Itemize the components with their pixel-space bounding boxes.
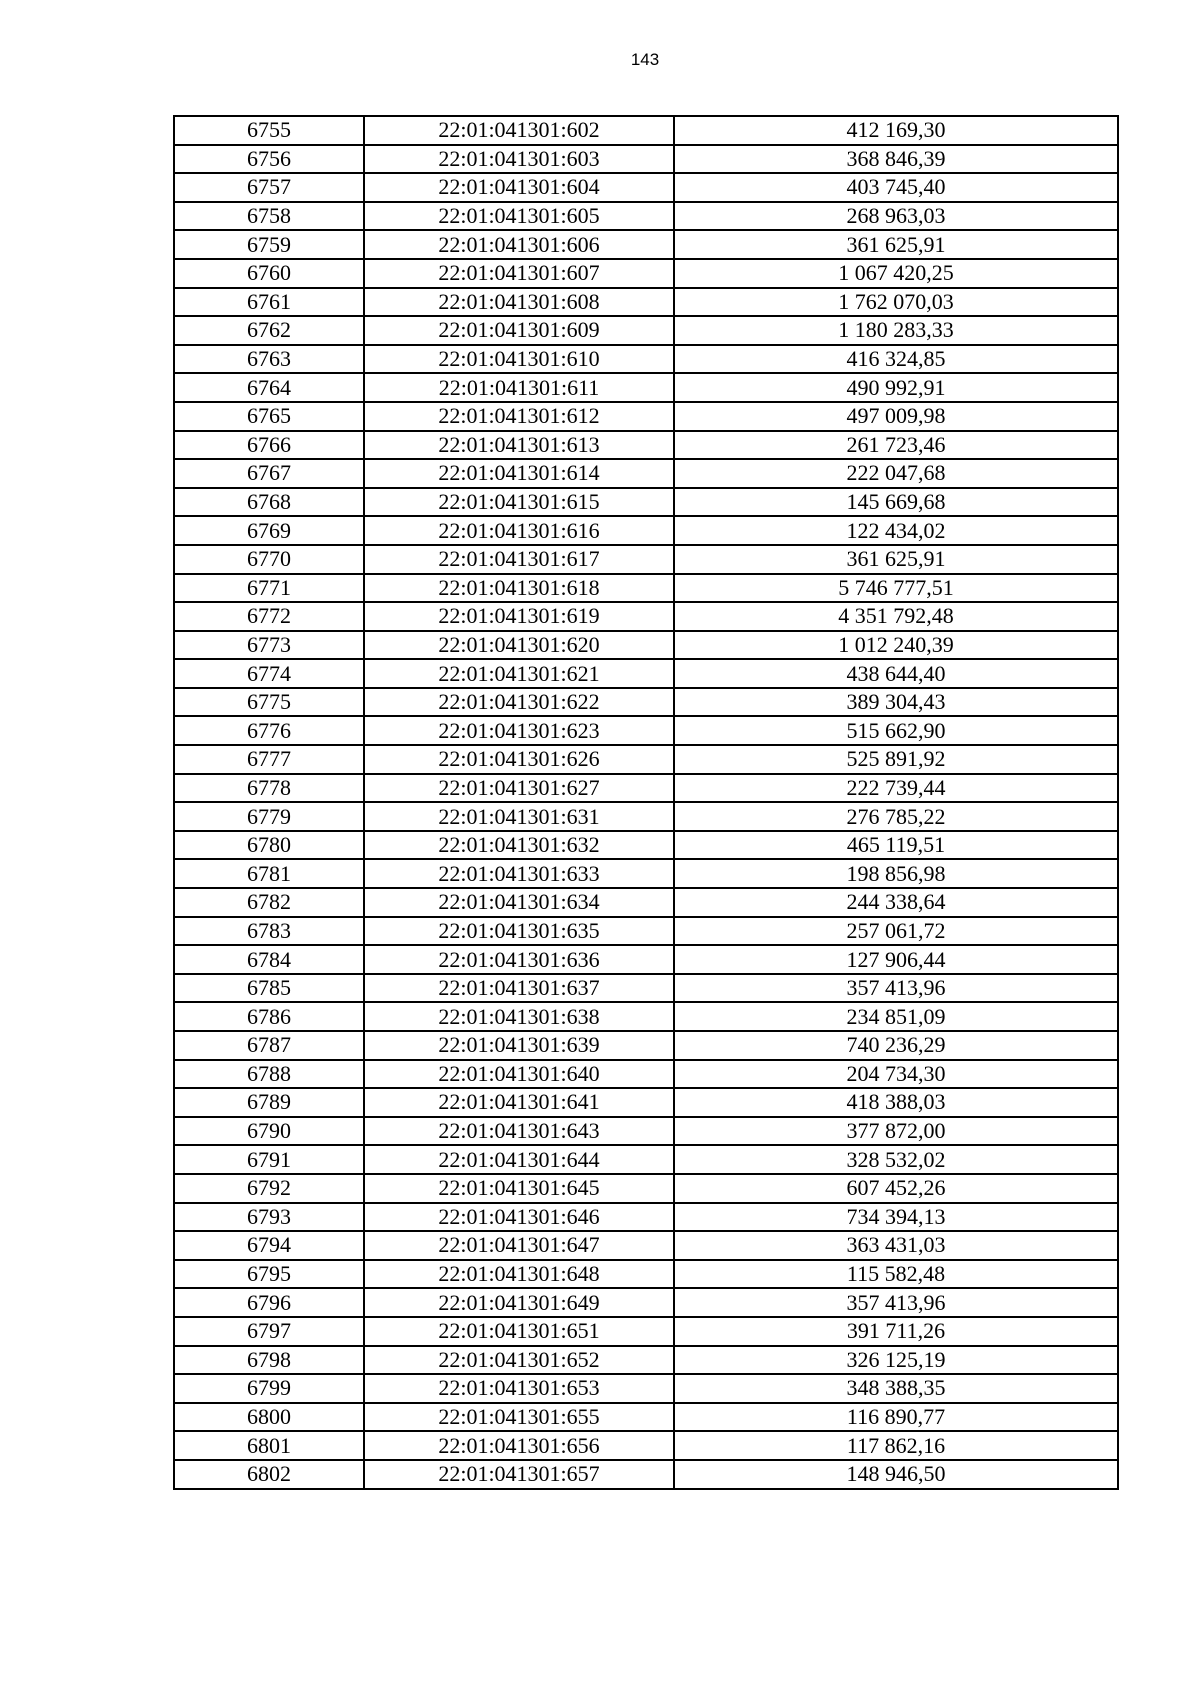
table-row xyxy=(174,116,1118,145)
value-cell: 368 846,39 xyxy=(674,145,1118,174)
cadastral-number-cell: 22:01:041301:616 xyxy=(364,516,674,545)
value-cell: 418 388,03 xyxy=(674,1088,1118,1117)
row-number-cell: 6776 xyxy=(174,716,364,745)
table-row xyxy=(174,631,1118,660)
value-cell: 348 388,35 xyxy=(674,1374,1118,1403)
cadastral-number-cell: 22:01:041301:619 xyxy=(364,602,674,631)
table-row xyxy=(174,888,1118,917)
value-cell: 525 891,92 xyxy=(674,745,1118,774)
value-cell: 276 785,22 xyxy=(674,802,1118,831)
cadastral-number-cell: 22:01:041301:612 xyxy=(364,402,674,431)
row-number-cell: 6788 xyxy=(174,1060,364,1089)
row-number-cell: 6796 xyxy=(174,1288,364,1317)
value-cell: 122 434,02 xyxy=(674,516,1118,545)
cadastral-number-cell: 22:01:041301:605 xyxy=(364,202,674,231)
cadastral-number-cell: 22:01:041301:651 xyxy=(364,1317,674,1346)
cadastral-number-cell: 22:01:041301:603 xyxy=(364,145,674,174)
value-cell: 412 169,30 xyxy=(674,116,1118,145)
value-cell: 740 236,29 xyxy=(674,1031,1118,1060)
cadastral-number-cell: 22:01:041301:645 xyxy=(364,1174,674,1203)
row-number-cell: 6774 xyxy=(174,659,364,688)
value-cell: 222 739,44 xyxy=(674,774,1118,803)
table-body xyxy=(174,116,1118,1489)
row-number-cell: 6777 xyxy=(174,745,364,774)
table-row xyxy=(174,716,1118,745)
value-cell: 117 862,16 xyxy=(674,1431,1118,1460)
cadastral-number-cell: 22:01:041301:610 xyxy=(364,345,674,374)
value-cell: 497 009,98 xyxy=(674,402,1118,431)
table-row xyxy=(174,802,1118,831)
table-row xyxy=(174,1346,1118,1375)
value-cell: 363 431,03 xyxy=(674,1231,1118,1260)
row-number-cell: 6763 xyxy=(174,345,364,374)
cadastral-number-cell: 22:01:041301:635 xyxy=(364,917,674,946)
table-row xyxy=(174,373,1118,402)
row-number-cell: 6787 xyxy=(174,1031,364,1060)
value-cell: 261 723,46 xyxy=(674,431,1118,460)
data-table xyxy=(173,115,1119,1490)
row-number-cell: 6770 xyxy=(174,545,364,574)
value-cell: 438 644,40 xyxy=(674,659,1118,688)
cadastral-number-cell: 22:01:041301:649 xyxy=(364,1288,674,1317)
value-cell: 127 906,44 xyxy=(674,945,1118,974)
table-row xyxy=(174,230,1118,259)
value-cell: 116 890,77 xyxy=(674,1403,1118,1432)
table-row xyxy=(174,431,1118,460)
row-number-cell: 6800 xyxy=(174,1403,364,1432)
table-row xyxy=(174,917,1118,946)
row-number-cell: 6756 xyxy=(174,145,364,174)
cadastral-number-cell: 22:01:041301:644 xyxy=(364,1145,674,1174)
row-number-cell: 6790 xyxy=(174,1117,364,1146)
table-row xyxy=(174,945,1118,974)
table-row xyxy=(174,1002,1118,1031)
table-row xyxy=(174,1060,1118,1089)
cadastral-number-cell: 22:01:041301:648 xyxy=(364,1260,674,1289)
cadastral-number-cell: 22:01:041301:657 xyxy=(364,1460,674,1489)
value-cell: 145 669,68 xyxy=(674,488,1118,517)
table-row xyxy=(174,259,1118,288)
cadastral-number-cell: 22:01:041301:606 xyxy=(364,230,674,259)
table-row xyxy=(174,659,1118,688)
value-cell: 244 338,64 xyxy=(674,888,1118,917)
value-cell: 5 746 777,51 xyxy=(674,574,1118,603)
row-number-cell: 6773 xyxy=(174,631,364,660)
cadastral-number-cell: 22:01:041301:607 xyxy=(364,259,674,288)
table-row xyxy=(174,1203,1118,1232)
value-cell: 257 061,72 xyxy=(674,917,1118,946)
table-row xyxy=(174,1317,1118,1346)
row-number-cell: 6769 xyxy=(174,516,364,545)
cadastral-number-cell: 22:01:041301:639 xyxy=(364,1031,674,1060)
row-number-cell: 6802 xyxy=(174,1460,364,1489)
table-row xyxy=(174,1031,1118,1060)
table-row xyxy=(174,145,1118,174)
cadastral-number-cell: 22:01:041301:637 xyxy=(364,974,674,1003)
cadastral-number-cell: 22:01:041301:638 xyxy=(364,1002,674,1031)
row-number-cell: 6772 xyxy=(174,602,364,631)
cadastral-number-cell: 22:01:041301:643 xyxy=(364,1117,674,1146)
row-number-cell: 6779 xyxy=(174,802,364,831)
value-cell: 377 872,00 xyxy=(674,1117,1118,1146)
row-number-cell: 6794 xyxy=(174,1231,364,1260)
cadastral-number-cell: 22:01:041301:620 xyxy=(364,631,674,660)
row-number-cell: 6775 xyxy=(174,688,364,717)
value-cell: 148 946,50 xyxy=(674,1460,1118,1489)
table-row xyxy=(174,602,1118,631)
table-row xyxy=(174,1145,1118,1174)
table-row xyxy=(174,859,1118,888)
value-cell: 222 047,68 xyxy=(674,459,1118,488)
table-row xyxy=(174,1260,1118,1289)
value-cell: 515 662,90 xyxy=(674,716,1118,745)
value-cell: 391 711,26 xyxy=(674,1317,1118,1346)
table-row xyxy=(174,745,1118,774)
cadastral-number-cell: 22:01:041301:656 xyxy=(364,1431,674,1460)
table-row xyxy=(174,831,1118,860)
row-number-cell: 6758 xyxy=(174,202,364,231)
cadastral-number-cell: 22:01:041301:646 xyxy=(364,1203,674,1232)
cadastral-number-cell: 22:01:041301:655 xyxy=(364,1403,674,1432)
cadastral-number-cell: 22:01:041301:652 xyxy=(364,1346,674,1375)
row-number-cell: 6766 xyxy=(174,431,364,460)
row-number-cell: 6768 xyxy=(174,488,364,517)
table-row xyxy=(174,1403,1118,1432)
value-cell: 115 582,48 xyxy=(674,1260,1118,1289)
value-cell: 1 762 070,03 xyxy=(674,288,1118,317)
cadastral-number-cell: 22:01:041301:631 xyxy=(364,802,674,831)
table-row xyxy=(174,1088,1118,1117)
row-number-cell: 6760 xyxy=(174,259,364,288)
value-cell: 357 413,96 xyxy=(674,974,1118,1003)
row-number-cell: 6765 xyxy=(174,402,364,431)
cadastral-number-cell: 22:01:041301:647 xyxy=(364,1231,674,1260)
value-cell: 328 532,02 xyxy=(674,1145,1118,1174)
row-number-cell: 6757 xyxy=(174,173,364,202)
row-number-cell: 6791 xyxy=(174,1145,364,1174)
cadastral-number-cell: 22:01:041301:604 xyxy=(364,173,674,202)
cadastral-number-cell: 22:01:041301:617 xyxy=(364,545,674,574)
value-cell: 403 745,40 xyxy=(674,173,1118,202)
value-cell: 1 067 420,25 xyxy=(674,259,1118,288)
table-row xyxy=(174,516,1118,545)
row-number-cell: 6798 xyxy=(174,1346,364,1375)
row-number-cell: 6789 xyxy=(174,1088,364,1117)
value-cell: 4 351 792,48 xyxy=(674,602,1118,631)
table-row xyxy=(174,688,1118,717)
value-cell: 357 413,96 xyxy=(674,1288,1118,1317)
value-cell: 1 012 240,39 xyxy=(674,631,1118,660)
row-number-cell: 6801 xyxy=(174,1431,364,1460)
row-number-cell: 6767 xyxy=(174,459,364,488)
row-number-cell: 6792 xyxy=(174,1174,364,1203)
value-cell: 1 180 283,33 xyxy=(674,316,1118,345)
table-row xyxy=(174,574,1118,603)
cadastral-number-cell: 22:01:041301:627 xyxy=(364,774,674,803)
table-row xyxy=(174,1117,1118,1146)
value-cell: 326 125,19 xyxy=(674,1346,1118,1375)
row-number-cell: 6799 xyxy=(174,1374,364,1403)
table-row xyxy=(174,459,1118,488)
row-number-cell: 6784 xyxy=(174,945,364,974)
value-cell: 490 992,91 xyxy=(674,373,1118,402)
cadastral-number-cell: 22:01:041301:621 xyxy=(364,659,674,688)
table-row xyxy=(174,1231,1118,1260)
cadastral-number-cell: 22:01:041301:602 xyxy=(364,116,674,145)
cadastral-number-cell: 22:01:041301:634 xyxy=(364,888,674,917)
table-row xyxy=(174,316,1118,345)
row-number-cell: 6762 xyxy=(174,316,364,345)
row-number-cell: 6778 xyxy=(174,774,364,803)
cadastral-number-cell: 22:01:041301:622 xyxy=(364,688,674,717)
cadastral-number-cell: 22:01:041301:653 xyxy=(364,1374,674,1403)
row-number-cell: 6785 xyxy=(174,974,364,1003)
cadastral-number-cell: 22:01:041301:641 xyxy=(364,1088,674,1117)
row-number-cell: 6761 xyxy=(174,288,364,317)
row-number-cell: 6780 xyxy=(174,831,364,860)
row-number-cell: 6755 xyxy=(174,116,364,145)
cadastral-number-cell: 22:01:041301:623 xyxy=(364,716,674,745)
row-number-cell: 6764 xyxy=(174,373,364,402)
table-row xyxy=(174,974,1118,1003)
value-cell: 361 625,91 xyxy=(674,230,1118,259)
row-number-cell: 6771 xyxy=(174,574,364,603)
table-row xyxy=(174,1174,1118,1203)
value-cell: 268 963,03 xyxy=(674,202,1118,231)
table-row xyxy=(174,1374,1118,1403)
cadastral-number-cell: 22:01:041301:633 xyxy=(364,859,674,888)
cadastral-number-cell: 22:01:041301:618 xyxy=(364,574,674,603)
table-row xyxy=(174,288,1118,317)
value-cell: 416 324,85 xyxy=(674,345,1118,374)
table-row xyxy=(174,1460,1118,1489)
table-row xyxy=(174,173,1118,202)
row-number-cell: 6795 xyxy=(174,1260,364,1289)
row-number-cell: 6759 xyxy=(174,230,364,259)
table-row xyxy=(174,345,1118,374)
row-number-cell: 6786 xyxy=(174,1002,364,1031)
table-row xyxy=(174,488,1118,517)
cadastral-number-cell: 22:01:041301:614 xyxy=(364,459,674,488)
cadastral-number-cell: 22:01:041301:615 xyxy=(364,488,674,517)
cadastral-number-cell: 22:01:041301:636 xyxy=(364,945,674,974)
row-number-cell: 6793 xyxy=(174,1203,364,1232)
table-row xyxy=(174,1431,1118,1460)
value-cell: 465 119,51 xyxy=(674,831,1118,860)
value-cell: 389 304,43 xyxy=(674,688,1118,717)
row-number-cell: 6797 xyxy=(174,1317,364,1346)
table-row xyxy=(174,774,1118,803)
table-row xyxy=(174,202,1118,231)
table-row xyxy=(174,1288,1118,1317)
cadastral-number-cell: 22:01:041301:609 xyxy=(364,316,674,345)
row-number-cell: 6783 xyxy=(174,917,364,946)
value-cell: 198 856,98 xyxy=(674,859,1118,888)
table-row xyxy=(174,545,1118,574)
cadastral-number-cell: 22:01:041301:632 xyxy=(364,831,674,860)
table-row xyxy=(174,402,1118,431)
value-cell: 734 394,13 xyxy=(674,1203,1118,1232)
cadastral-number-cell: 22:01:041301:608 xyxy=(364,288,674,317)
page-number: 143 xyxy=(630,50,660,69)
value-cell: 607 452,26 xyxy=(674,1174,1118,1203)
cadastral-number-cell: 22:01:041301:611 xyxy=(364,373,674,402)
value-cell: 204 734,30 xyxy=(674,1060,1118,1089)
cadastral-number-cell: 22:01:041301:626 xyxy=(364,745,674,774)
row-number-cell: 6781 xyxy=(174,859,364,888)
cadastral-number-cell: 22:01:041301:613 xyxy=(364,431,674,460)
value-cell: 361 625,91 xyxy=(674,545,1118,574)
row-number-cell: 6782 xyxy=(174,888,364,917)
cadastral-number-cell: 22:01:041301:640 xyxy=(364,1060,674,1089)
value-cell: 234 851,09 xyxy=(674,1002,1118,1031)
